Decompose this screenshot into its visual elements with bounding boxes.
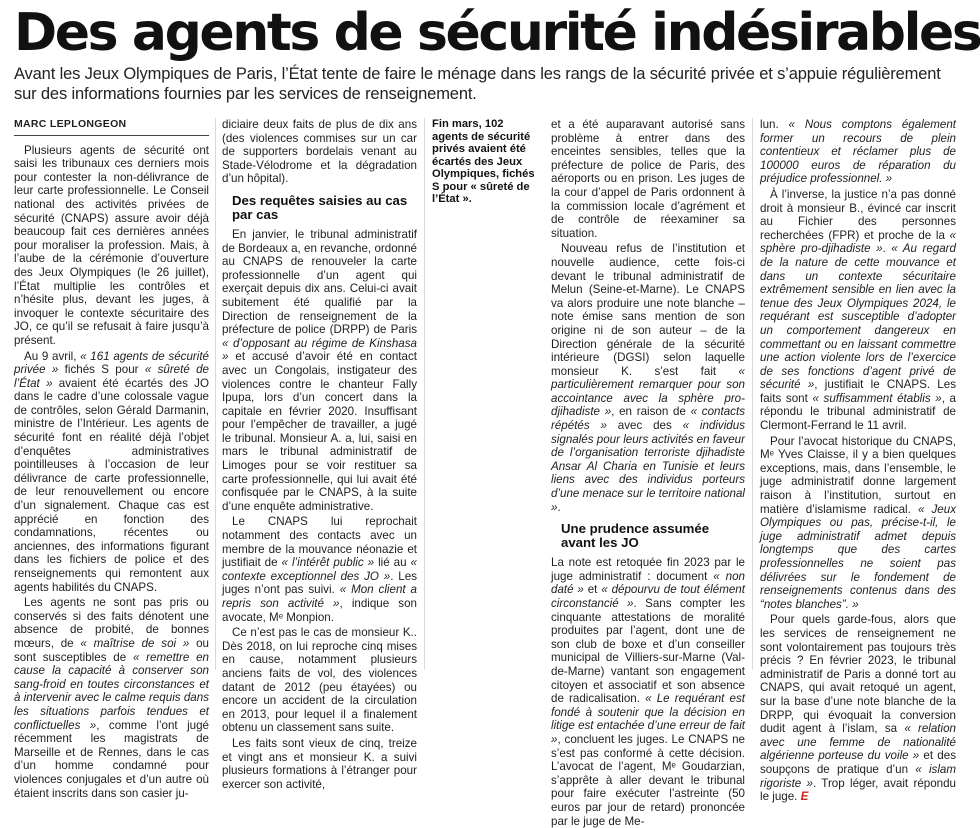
end-of-article-mark: E bbox=[800, 790, 809, 804]
paragraph: À l’inverse, la justice n’a pas donné droit à monsieur B., évincé car inscrit au Fichier des personnes recherchées (FPR) et proche de la « sphère pro-djihadiste ». « Au regard de la nature de cette mouvance et dans un contexte sécuritaire extrêmement sensible en lien avec la tenue des Jeux Olympiques 2024, le requérant est susceptible d’adopter un comportement dangereux en commettant ou en laissant commettre une action violente lors de l’exercice de ses fonctions d’agent privé de sécurité », justifiait le CNAPS. Les faits sont « suffisamment établis », a répondu le tribunal administratif de Clermont-Ferrand le 11 avril. bbox=[760, 187, 957, 433]
paragraph: Au 9 avril, « 161 agents de sécurité privée » fichés S pour « sûreté de l’État » avaient été écartés des JO dans le cadre d’une colossale vague de contrôles, selon Gérald Darmanin, ministre de l’Intérieur. Les agents de sécurité font en réalité déjà l’objet d’enquêtes administratives pointilleuses à l’occasion de leur délivrance de carte professionnelle, de leur renouvellement ou encore d’un signalement. Chaque cas est apprécié en fonction des condamnations, récentes ou anciennes, des informations figurant dans les fichiers de police et des renseignements qui remontent aux agents habilités du CNAPS. bbox=[14, 349, 209, 594]
paragraph: Nouveau refus de l’institution et nouvelle audience, cette fois-ci devant le tribunal administratif de Melun (Seine-et-Marne). Le CNAPS va alors produire une note blanche – note émise sans mention de son origine ni de son auteur – de la Direction générale de la sécurité intérieure (DGSI) selon laquelle monsieur K. s’est fait « particulièrement remarquer pour son accointance avec la sphère pro-djihadiste », en raison de « contacts répétés » avec des « individus signalés pour leurs activités en faveur de l’organisation terroriste djihadiste Ansar Al Charia en Tunisie et leurs liens avec des individus porteurs d’une menace sur le territoire national ». bbox=[551, 242, 745, 514]
paragraph: et a été auparavant autorisé sans problème à entrer dans des enceintes sensibles, telles que la préfecture de police de Paris, des aéroports ou en prison. Les juges de la cour d’appel de Paris ordonnent à la commission locale d’agrément et de contrôle de réexaminer sa situation. bbox=[551, 118, 745, 240]
column-4 bbox=[760, 118, 957, 804]
paragraph: lun. « Nous comptons également former un recours de plein contentieux et réclamer plus de 100000 euros de réparation du préjudice professionnel. » bbox=[760, 118, 956, 186]
pull-quote: Fin mars, 102 agents de sécurité privés avaient été écartés des Jeux Olympiques, fichés S pour « sûreté de l’État ». bbox=[432, 118, 535, 205]
column-3 bbox=[551, 118, 745, 828]
column-divider bbox=[424, 118, 425, 670]
subheading: Des requêtes saisies au cas par cas bbox=[232, 192, 408, 222]
paragraph: En janvier, le tribunal administratif de Bordeaux a, en revanche, ordonné au CNAPS de renouveler la carte professionnelle d’un agent qui exerçait depuis dix ans. Celui-ci avait subitement été qualifié par la Direction de renseignement de la préfecture de police (DRPP) de Paris « d’opposant au régime de Kinshasa » et accusé d’avoir été en contact avec un Congolais, instigateur des violences contre le chanteur Fally Ipupa, lors d’un concert dans la capitale en février 2020. Insuffisant pour l’empêcher de travailler, a jugé le tribunal. Monsieur A. a, lui, saisi en mars le tribunal administratif de Limoges pour se voir restituer sa carte professionnelle, qui lui avait été confisquée par le CNAPS, à la suite d’une enquête administrative. bbox=[222, 227, 417, 513]
standfirst: Avant les Jeux Olympiques de Paris, l’État tente de faire le ménage dans les rangs de la sécurité privée et s’appuie régulièrement sur des informations fournies par les services de renseignement. bbox=[14, 65, 941, 103]
headline: Des agents de sécurité indésirables bbox=[14, 3, 980, 63]
paragraph: Ce n’est pas le cas de monsieur K.. Dès 2018, on lui reproche cinq mises en cause, notamment plusieurs anciens faits de vol, des violences datant de 2012 (peu étayées) ou encore un accident de la circulation en 2013, pour lequel il a finalement obtenu un classement sans suite. bbox=[222, 626, 417, 735]
paragraph: Pour quels garde-fous, alors que les services de renseignement ne sont volontairement pas toujours très précis ? En février 2023, le tribunal administratif de Paris a donné tort au CNAPS, qui avait retoqué un agent, sur la base d’une note blanche de la DRPP, qui évoquait la conversion dudit agent à l’islam, sa « relation avec une femme de nationalité algérienne porteuse du voile » et des soupçons de pratique d’un « islam rigoriste ». Trop léger, avait répondu le juge. E bbox=[760, 613, 956, 804]
column-divider bbox=[752, 118, 753, 670]
column-divider bbox=[215, 118, 216, 670]
paragraph: Les faits sont vieux de cinq, treize et vingt ans et monsieur K. a suivi plusieurs formations à l’étranger pour exercer son activité, bbox=[222, 736, 417, 791]
paragraph: diciaire deux faits de plus de dix ans (des violences commises sur un car de supporters bordelais venant au Stade-Vélodrome et la dégradation d’un hôpital). bbox=[222, 118, 417, 186]
paragraph: Les agents ne sont pas pris ou conservés si des faits dénotent une absence de probité, de bonnes mœurs, de « maîtrise de soi » ou sont susceptibles de « remettre en cause la capacité à conserver son sang-froid en toutes circonstances et à intervenir avec le calme requis dans les situations parfois tendues et conflictuelles », comme l’ont jugé récemment les magistrats de Marseille et de Rennes, dans le cas d’un homme condamné pour violences conjugales et d’un autre où étaient inscrits dans son casier ju- bbox=[14, 596, 209, 800]
paragraph: La note est retoquée fin 2023 par le juge administratif : document « non daté » et « dépourvu de tout élément circonstancié ». Sans compter les cinquante attestations de moralité produites par l’agent, dont une de son club de boxe et d’un conseiller municipal de Villiers-sur-Marne (Val-de-Marne) vantant son engagement citoyen et associatif et son absence de radicalisation. « Le requérant est fondé à soutenir que la décision en litige est entachée d’une erreur de fait », concluent les juges. Le CNAPS ne s’est pas conformé à cette décision. L’avocat de l’agent, Mᵉ Goudarzian, s’apprête à aller devant le tribunal pour faire exécuter l’astreinte (50 euros par jour de retard) prononcée par le juge de Me- bbox=[551, 556, 745, 828]
paragraph: Pour l’avocat historique du CNAPS, Mᵉ Yves Claisse, il y a bien quelques exceptions, mais, dans l’ensemble, le juge administratif donne largement raison à l’institution, surtout en matière d’islamisme radical. « Jeux Olympiques ou pas, précise-t-il, le juge administratif admet depuis longtemps que des cartes professionnelles ne soient pas délivrées sur le fondement de renseignements contenus dans des “notes blanches”. » bbox=[760, 434, 956, 611]
column-1 bbox=[14, 118, 209, 800]
paragraph: Le CNAPS lui reprochait notamment des contacts avec un membre de la mouvance néonazie et justifiait de « l’intérêt public » lié au « contexte exceptionnel des JO ». Les juges n’ont pas suivi. « Mon client a repris son activité », indique son avocate, Mᵉ Monpion. bbox=[222, 515, 417, 624]
column-2 bbox=[222, 118, 417, 791]
paragraph: Plusieurs agents de sécurité ont saisi les tribunaux ces derniers mois pour contester la non-délivrance de leur carte professionnelle. Le Conseil national des activités privées de sécurité (CNAPS) assure avoir déjà beaucoup fait ces dernières années pour moraliser la profession. Mais, à l’aube de la cérémonie d’ouverture des Jeux Olympiques (le 26 juillet), l’État multiplie les contrôles et n’hésite plus, devant les juges, à invoquer le contexte sécuritaire des JO, ce qu’il se refusait à faire jusqu’à présent. bbox=[14, 143, 209, 347]
subheading: Une prudence assumée avant les JO bbox=[561, 521, 710, 551]
byline: MARC LEPLONGEON bbox=[14, 118, 209, 136]
